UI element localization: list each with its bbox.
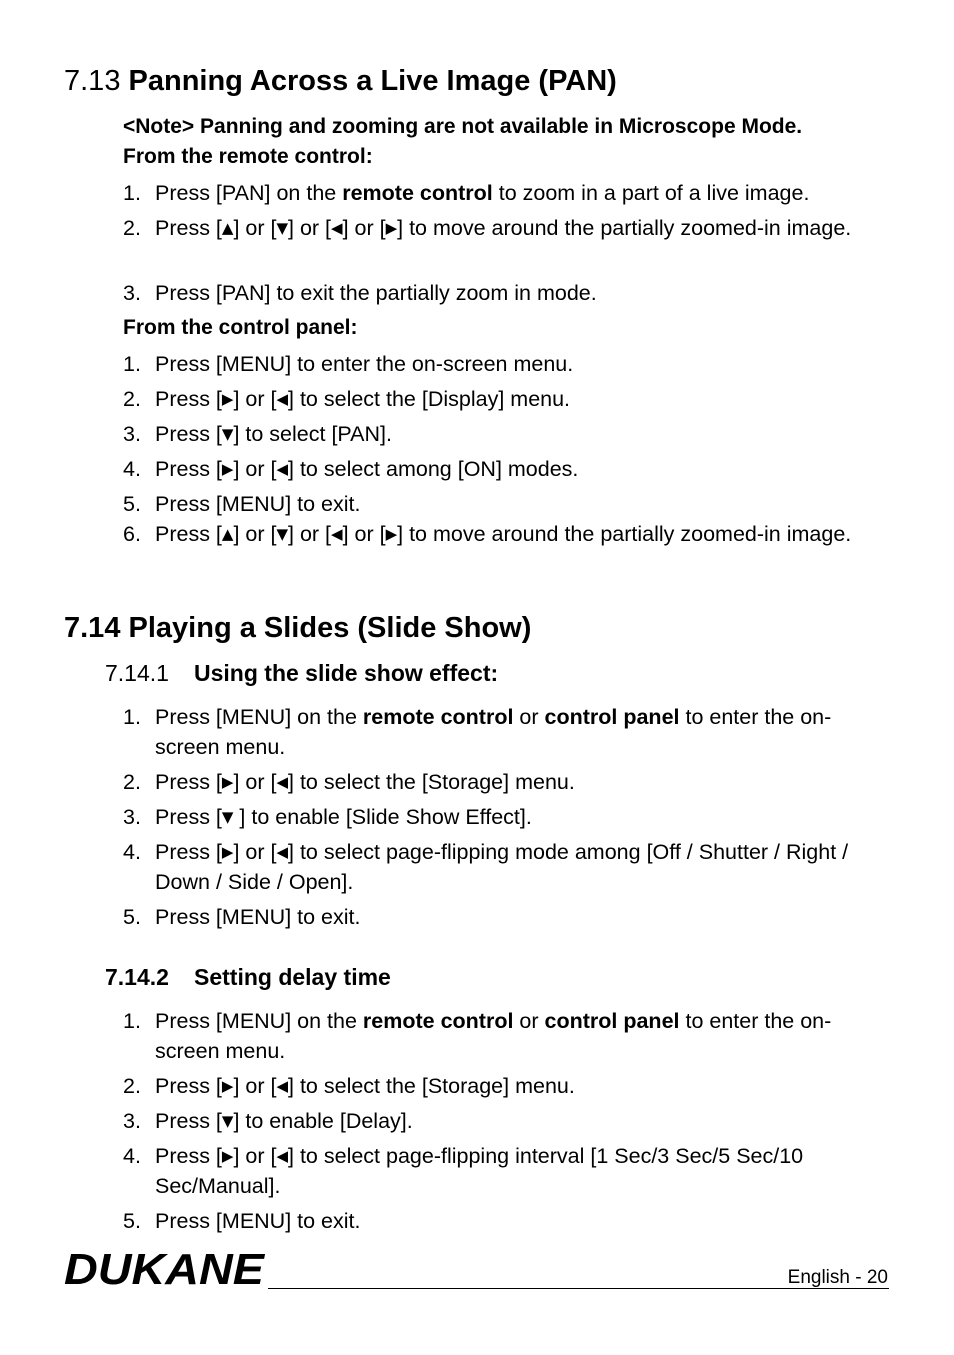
left-arrow-icon: ◀: [276, 773, 289, 791]
section-heading-7-14: [64, 611, 531, 645]
list-item: 4. Press [▶] or [◀] to select page-flipping mode among [Off / Shutter / Right / Down / Side / Open].: [123, 837, 893, 897]
down-arrow-icon: ▼: [221, 1112, 234, 1130]
right-arrow-icon: ▶: [221, 1077, 234, 1095]
right-arrow-icon: ▶: [221, 1147, 234, 1165]
right-arrow-icon: ▶: [221, 843, 234, 861]
note-text: <Note> Panning and zooming are not available in Microscope Mode.: [123, 115, 803, 138]
list-item: 1. Press [MENU] on the remote control or control panel to enter the on-screen menu.: [123, 1009, 832, 1063]
remote-control-heading: From the remote control:: [123, 145, 373, 168]
list-item: 2. Press [▶] or [◀] to select the [Display] menu.: [123, 384, 893, 414]
right-arrow-icon: ▶: [385, 525, 398, 543]
list-item: 1. Press [PAN] on the remote control to zoom in a part of a live image.: [123, 181, 810, 205]
subsection-number: 7.14.2: [105, 964, 169, 990]
list-item: 1. Press [MENU] to enter the on-screen menu.: [123, 352, 574, 376]
list-item: 3. Press [▼ ] to enable [Slide Show Effect].: [123, 802, 893, 832]
down-arrow-icon: ▼: [276, 219, 289, 237]
right-arrow-icon: ▶: [221, 390, 234, 408]
section-title: Playing a Slides (Slide Show): [128, 612, 532, 644]
right-arrow-icon: ▶: [221, 460, 234, 478]
down-arrow-icon: ▼: [221, 425, 234, 443]
control-panel-heading: From the control panel:: [123, 316, 358, 339]
subsection-heading-7-14-1: [105, 659, 498, 687]
list-item: 5. Press [MENU] to exit.: [123, 905, 361, 929]
list-item: 2. Press [▲] or [▼] or [◀] or [▶] to move around the partially zoomed-in image.: [123, 213, 893, 243]
subsection-heading-7-14-2: [105, 963, 391, 991]
dukane-logo: [64, 1246, 268, 1290]
down-arrow-icon: ▼: [221, 808, 234, 826]
list-item: 3. Press [▼] to enable [Delay].: [123, 1106, 893, 1136]
left-arrow-icon: ◀: [331, 525, 343, 543]
list-item: 4. Press [▶] or [◀] to select among [ON] modes.: [123, 454, 893, 484]
page-number: English - 20: [787, 1267, 888, 1288]
list-item: 5. Press [MENU] to exit.: [123, 492, 361, 516]
list-item: 5. Press [MENU] to exit.: [123, 1209, 361, 1233]
list-item: 3. Press [PAN] to exit the partially zoom in mode.: [123, 281, 597, 305]
section-title: Panning Across a Live Image (PAN): [128, 65, 617, 97]
left-arrow-icon: ◀: [276, 1147, 289, 1165]
right-arrow-icon: ▶: [221, 773, 234, 791]
list-item: 3. Press [▼] to select [PAN].: [123, 419, 893, 449]
up-arrow-icon: ▲: [221, 525, 234, 543]
list-item: 2. Press [▶] or [◀] to select the [Storage] menu.: [123, 767, 893, 797]
logo-text: DUKANE: [64, 1246, 266, 1290]
list-item: 6. Press [▲] or [▼] or [◀] or [▶] to move around the partially zoomed-in image.: [123, 519, 893, 549]
list-item: 4. Press [▶] or [◀] to select page-flipping interval [1 Sec/3 Sec/5 Sec/10 Sec/Manual].: [123, 1141, 893, 1201]
section-heading-7-13: [64, 64, 617, 98]
left-arrow-icon: ◀: [276, 843, 289, 861]
left-arrow-icon: ◀: [276, 460, 289, 478]
list-item: 1. Press [MENU] on the remote control or control panel to enter the on-screen menu.: [123, 705, 832, 759]
left-arrow-icon: ◀: [276, 1077, 289, 1095]
subsection-number: 7.14.1: [105, 660, 169, 686]
subsection-title: Setting delay time: [194, 964, 391, 990]
list-item: 2. Press [▶] or [◀] to select the [Storage] menu.: [123, 1071, 893, 1101]
section-number: 7.13: [64, 65, 121, 97]
section-number: 7.14: [64, 612, 121, 644]
right-arrow-icon: ▶: [385, 219, 398, 237]
left-arrow-icon: ◀: [331, 219, 343, 237]
subsection-title: Using the slide show effect:: [194, 660, 499, 686]
up-arrow-icon: ▲: [221, 219, 234, 237]
left-arrow-icon: ◀: [276, 390, 289, 408]
down-arrow-icon: ▼: [276, 525, 289, 543]
